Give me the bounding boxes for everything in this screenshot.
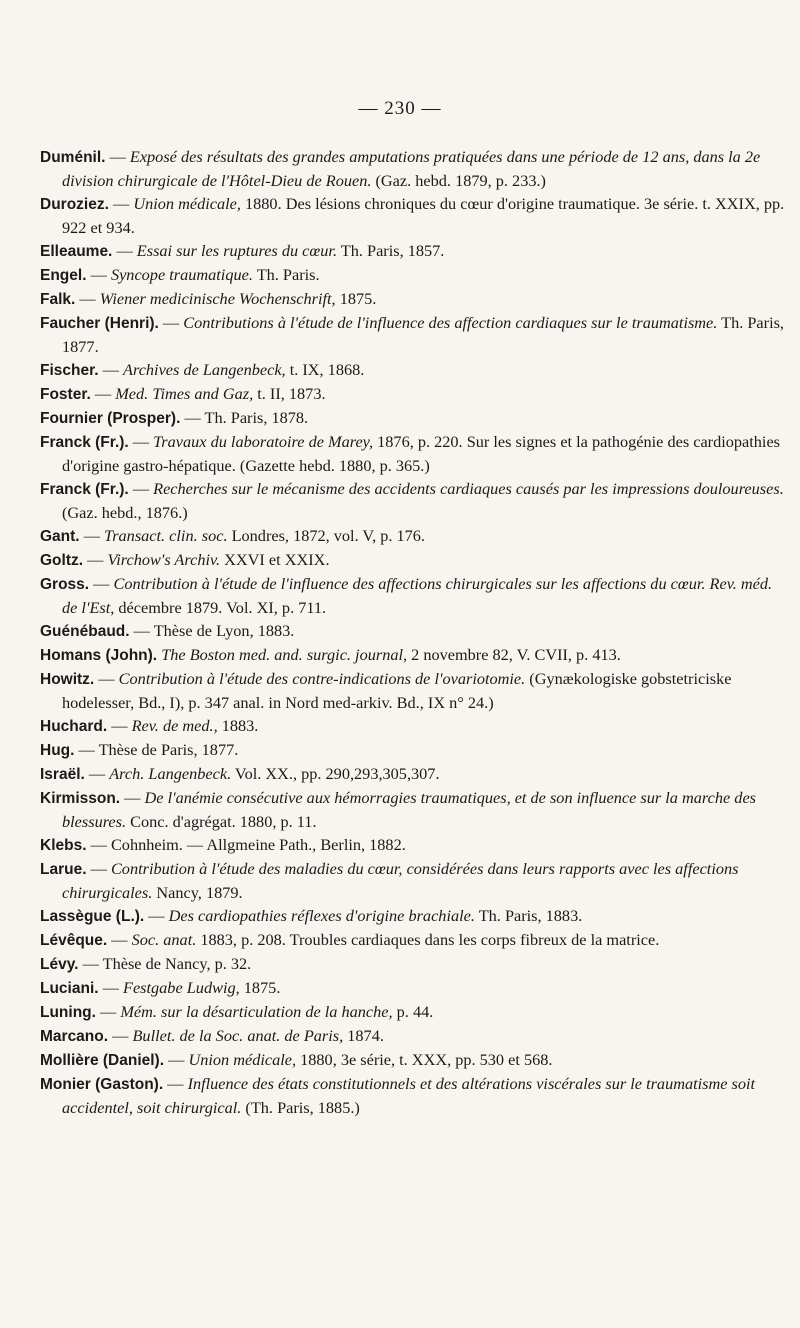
entry-author: Monier (Gaston). [40,1076,164,1093]
entry-details: Londres, 1872, vol. V, p. 176. [227,526,426,545]
entry-author: Luciani. [40,980,99,997]
entry-separator: — [107,716,132,735]
entry-separator: — [108,194,134,213]
entry-author: Franck (Fr.). [40,434,129,451]
entry-author: Duroziez. [40,196,109,213]
entry-author: Klebs. [40,837,87,854]
entry-separator: — [180,408,205,427]
entry-author: Elleaume. [40,243,113,260]
bibliography-entry [40,1072,785,1119]
entry-author: Huchard. [40,718,108,735]
bibliography-entry [40,1048,785,1072]
entry-author: Luning. [40,1004,96,1021]
bibliography-entry [40,263,785,287]
entry-title: Archives de Langenbeck, [123,360,286,379]
entry-title: Union médicale, [188,1050,297,1069]
entry-title: The Boston med. and. surgic. journal, [161,645,408,664]
entry-details: Th. Paris, 1877. [62,313,784,356]
bibliography-entry [40,762,785,786]
entry-author: Mollière (Daniel). [40,1052,165,1069]
entry-separator: — [112,241,137,260]
entry-title: Contribution à l'étude des contre-indications de l'ovariotomie. [118,669,526,688]
entry-author: Hug. [40,742,75,759]
entry-separator: — [98,360,124,379]
entry-author: Larue. [40,861,87,878]
bibliography-entry [40,928,785,952]
entry-separator: — [129,621,154,640]
entry-details: Thèse de Nancy, p. 32. [102,954,252,973]
entry-separator: — [144,906,169,925]
bibliography-entry [40,145,785,192]
entry-details: (Gaz. hebd. 1879, p. 233.) [371,171,546,190]
entry-details: XXVI et XXIX. [220,550,330,569]
entry-separator: — [163,1074,188,1093]
entry-details: 1880, 3e série, t. XXX, pp. 530 et 568. [296,1050,553,1069]
bibliography-entry [40,643,785,667]
entry-separator: — [75,289,100,308]
entry-details: Th. Paris, 1883. [474,906,583,925]
entry-details: Th. Paris, 1857. [337,241,445,260]
entry-separator: — [78,954,103,973]
bibliography-entry [40,952,785,976]
entry-details: (Gaz. hebd., 1876.) [62,503,188,522]
entry-title: Med. Times and Gaz, [115,384,254,403]
entry-details: t. II, 1873. [253,384,326,403]
entry-author: Duménil. [40,149,106,166]
entry-author: Engel. [40,267,87,284]
entry-title: Festgabe Ludwig, [123,978,240,997]
entry-details: (Th. Paris, 1885.) [241,1098,360,1117]
entry-author: Homans (John). [40,647,158,664]
entry-details: 1883. [217,716,259,735]
bibliography-entry [40,287,785,311]
entry-details: 1875. [335,289,377,308]
entry-separator: — [74,740,99,759]
entry-details: Thèse de Paris, 1877. [98,740,239,759]
entry-separator: — [84,764,110,783]
entry-title: Union médicale, [133,194,241,213]
entry-author: Franck (Fr.). [40,481,129,498]
entry-details: Th. Paris, 1878. [204,408,309,427]
entry-separator: — [158,313,184,332]
entry-details: t. IX, 1868. [285,360,365,379]
entry-author: Fischer. [40,362,99,379]
entry-author: Lassègue (L.). [40,908,145,925]
entry-author: Marcano. [40,1028,109,1045]
bibliography-entry [40,976,785,1000]
entry-separator: — [86,835,111,854]
entry-author: Lévy. [40,956,79,973]
entry-title: Contribution à l'étude de l'influence des affections chirurgicales sur les affections du cœur. Rev. méd. de l'Est, [62,574,773,617]
entry-separator: — [94,669,119,688]
entry-separator: — [89,574,114,593]
entry-separator: — [107,930,132,949]
entry-separator: — [86,859,111,878]
entry-separator: — [79,526,105,545]
entry-title: Syncope traumatique. [110,265,253,284]
entry-separator: — [108,1026,133,1045]
entry-author: Gross. [40,576,90,593]
entry-author: Faucher (Henri). [40,315,159,332]
bibliography-entry [40,524,785,548]
bibliography-entry [40,430,785,477]
entry-author: Fournier (Prosper). [40,410,181,427]
entry-author: Israël. [40,766,85,783]
entry-details: Conc. d'agrégat. 1880, p. 11. [126,812,317,831]
entry-details: (Gynækologiske gobstetriciske hodelesser, Bd., I), p. 347 anal. in Nord med-arkiv. Bd., IX n° 24.) [62,669,732,712]
entry-separator: — [83,550,108,569]
bibliography-entry [40,857,785,904]
entry-details: Thèse de Lyon, 1883. [153,621,295,640]
bibliography-entry [40,358,785,382]
entry-author: Falk. [40,291,76,308]
entry-details: 1880. Des lésions chroniques du cœur d'origine traumatique. 3e série. t. XXIX, pp. 922 et 934. [62,194,785,237]
bibliography-entry [40,572,785,619]
entry-separator: — [164,1050,189,1069]
entry-separator: — [128,432,154,451]
entry-separator: — [98,978,123,997]
entry-title: Des cardiopathies réflexes d'origine brachiale. [168,906,475,925]
entry-details: décembre 1879. Vol. XI, p. 711. [114,598,327,617]
entry-author: Goltz. [40,552,84,569]
entry-title: Virchow's Archiv. [107,550,221,569]
bibliography-entry [40,833,785,857]
bibliography-entry [40,738,785,762]
entry-details: Vol. XX., pp. 290,293,305,307. [231,764,440,783]
bibliography-entry [40,477,785,524]
entry-title: De l'anémie consécutive aux hémorragies traumatiques, et de son influence sur la marche des blessures. [62,788,757,831]
entry-title: Transact. clin. soc. [104,526,228,545]
entry-title: Mém. sur la désarticulation de la hanche, [120,1002,393,1021]
entry-title: Contribution à l'étude des maladies du cœur, considérées dans leurs rapports avec les affections chirurgicales. [62,859,739,902]
entry-details: Cohnheim. — Allgmeine Path., Berlin, 1882. [110,835,406,854]
bibliography-entry [40,619,785,643]
entry-title: Recherches sur le mécanisme des accidents cardiaques causés par les impressions douloureuses. [153,479,784,498]
entry-author: Foster. [40,386,91,403]
entry-details: 2 novembre 82, V. CVII, p. 413. [407,645,621,664]
entry-author: Gant. [40,528,80,545]
entry-details: 1883, p. 208. Troubles cardiaques dans les corps fibreux de la matrice. [196,930,660,949]
bibliography-entry [40,406,785,430]
entry-title: Arch. Langenbeck. [109,764,232,783]
bibliography-entry [40,1000,785,1024]
bibliography-list [40,145,785,1119]
bibliography-entry [40,667,785,714]
bibliography-entry [40,382,785,406]
entry-separator: — [90,384,116,403]
entry-title: Soc. anat. [131,930,197,949]
bibliography-entry [40,904,785,928]
entry-author: Lévêque. [40,932,108,949]
entry-title: Exposé des résultats des grandes amputations pratiquées dans une période de 12 ans, dans la 2e division chirurgicale de l'Hôtel-Dieu de Rouen. [62,147,761,190]
bibliography-entry [40,239,785,263]
entry-author: Kirmisson. [40,790,121,807]
entry-separator: — [128,479,154,498]
entry-details: p. 44. [392,1002,434,1021]
entry-separator: — [86,265,111,284]
entry-separator: — [105,147,130,166]
page-number: — 230 — [358,98,442,119]
entry-title: Travaux du laboratoire de Marey, [153,432,374,451]
entry-details: 1875. [239,978,281,997]
entry-title: Wiener medicinische Wochenschrift, [99,289,336,308]
entry-details: 1874. [343,1026,384,1045]
entry-title: Rev. de med., [131,716,218,735]
entry-author: Howitz. [40,671,95,688]
entry-separator: — [120,788,145,807]
entry-title: Contributions à l'étude de l'influence des affection cardiaques sur le traumatisme. [183,313,718,332]
bibliography-entry [40,192,785,239]
entry-separator: — [95,1002,121,1021]
entry-details: Nancy, 1879. [152,883,243,902]
entry-details: 1876, p. 220. Sur les signes et la pathogénie des cardiopathies d'origine gastro-hépatique. (Gazette hebd. 1880, p. 365.) [62,432,781,475]
entry-title: Bullet. de la Soc. anat. de Paris, [132,1026,344,1045]
entry-title: Essai sur les ruptures du cœur. [136,241,338,260]
entry-author: Guénébaud. [40,623,130,640]
bibliography-entry [40,714,785,738]
bibliography-entry [40,786,785,833]
bibliography-entry [40,548,785,572]
bibliography-entry [40,1024,785,1048]
entry-title: Influence des états constitutionnels et des altérations viscérales sur le traumatisme soit accidentel, soit chirurgical. [62,1074,756,1117]
bibliography-entry [40,311,785,358]
entry-details: Th. Paris. [252,265,320,284]
